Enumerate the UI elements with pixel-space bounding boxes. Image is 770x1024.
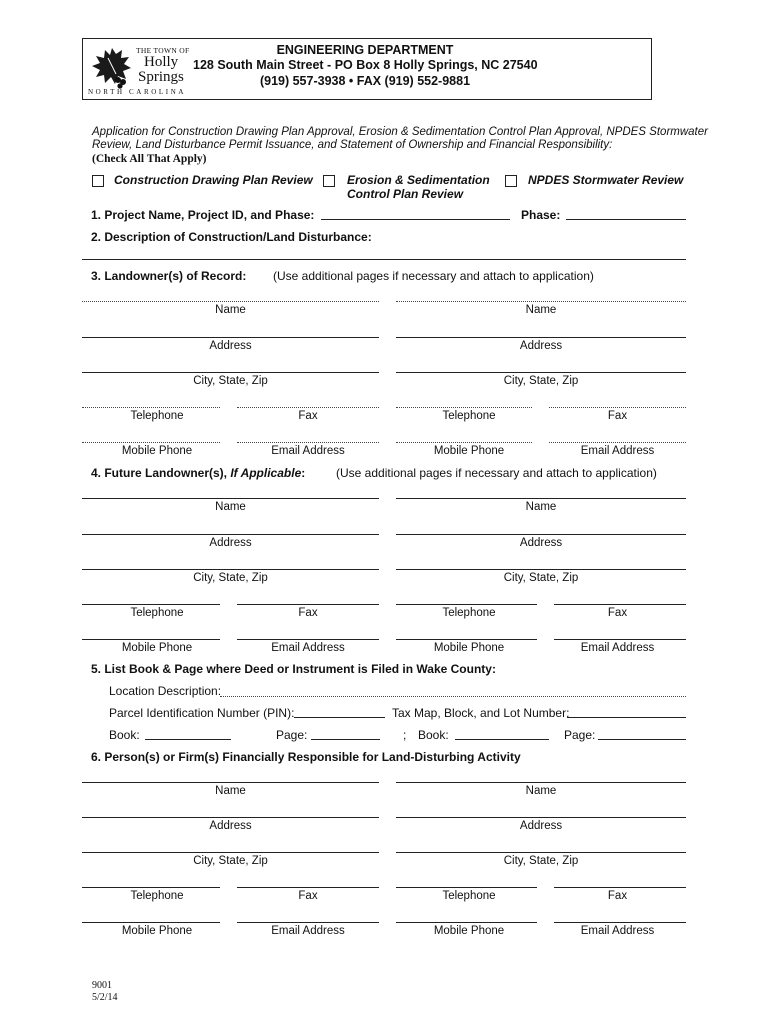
tax-map-label: Tax Map, Block, and Lot Number: <box>392 706 570 720</box>
s6-city-left-line[interactable] <box>82 852 379 853</box>
s4-address-left-line[interactable] <box>82 534 379 535</box>
s3-name-left-label: Name <box>215 304 246 316</box>
s6-name-left-line[interactable] <box>82 782 379 783</box>
section-4-label-italic: If Applicable <box>230 466 302 480</box>
s4-email-left-label: Email Address <box>271 642 345 654</box>
s3-email-right-label: Email Address <box>580 445 655 457</box>
pin-field[interactable] <box>294 704 385 718</box>
pin-label: Parcel Identification Number (PIN): <box>109 706 295 720</box>
s3-name-right-label: Name <box>525 304 557 316</box>
s6-email-left-label: Email Address <box>271 925 345 937</box>
s4-mobile-left-line[interactable] <box>82 639 220 640</box>
s4-fax-right-line[interactable] <box>554 604 686 605</box>
s3-mobile-right-label: Mobile Phone <box>433 445 505 457</box>
description-field[interactable] <box>82 246 686 260</box>
s3-city-right-label: City, State, Zip <box>503 375 579 387</box>
logo-state: NORTH CAROLINA <box>88 88 187 96</box>
page-label-1: Page: <box>276 728 308 742</box>
s3-address-left-label: Address <box>209 340 252 352</box>
s6-telephone-right-line[interactable] <box>396 887 537 888</box>
s3-mobile-left-label: Mobile Phone <box>121 445 193 457</box>
s6-address-left-line[interactable] <box>82 817 379 818</box>
s3-name-left-line[interactable] <box>82 301 379 302</box>
section-5-label: 5. List Book & Page where Deed or Instrument is Filed in Wake County: <box>91 662 496 676</box>
tax-map-field[interactable] <box>567 704 686 718</box>
s4-telephone-left-line[interactable] <box>82 604 220 605</box>
construction-drawing-checkbox[interactable] <box>92 175 104 187</box>
holly-springs-logo <box>88 42 192 98</box>
s6-name-right-label: Name <box>525 785 557 797</box>
book-field-1[interactable] <box>145 726 231 740</box>
s3-fax-right-label: Fax <box>607 410 628 422</box>
s3-email-left-label: Email Address <box>271 445 345 457</box>
s6-mobile-right-line[interactable] <box>396 922 537 923</box>
s3-telephone-left-line[interactable] <box>82 407 220 408</box>
s6-address-right-label: Address <box>519 820 563 832</box>
section-3-label: 3. Landowner(s) of Record: <box>91 269 247 283</box>
department-phone-fax: (919) 557-3938 • FAX (919) 552-9881 <box>259 74 471 88</box>
section-4-label <box>91 466 305 480</box>
department-address: 128 South Main Street - PO Box 8 Holly Springs, NC 27540 <box>193 58 538 72</box>
s4-address-left-label: Address <box>209 537 252 549</box>
s6-mobile-left-label: Mobile Phone <box>121 925 193 937</box>
book-label-2: Book: <box>418 728 449 742</box>
s6-fax-left-label: Fax <box>298 890 318 902</box>
s4-email-right-label: Email Address <box>580 642 655 654</box>
s4-name-left-label: Name <box>215 501 246 513</box>
s6-email-right-line[interactable] <box>554 922 686 923</box>
s6-fax-right-label: Fax <box>607 890 628 902</box>
s4-city-right-line[interactable] <box>396 569 686 570</box>
s3-fax-right-line[interactable] <box>549 407 686 408</box>
s4-city-right-label: City, State, Zip <box>503 572 579 584</box>
s4-fax-right-label: Fax <box>607 607 628 619</box>
erosion-label-line1: Erosion & Sedimentation <box>347 173 490 187</box>
logo-town-of: THE TOWN OF <box>136 46 190 55</box>
s4-fax-left-label: Fax <box>298 607 318 619</box>
form-number: 9001 <box>92 980 112 991</box>
section-6-label: 6. Person(s) or Firm(s) Financially Responsible for Land-Disturbing Activity <box>91 750 521 764</box>
s4-telephone-right-line[interactable] <box>396 604 537 605</box>
form-date: 5/2/14 <box>92 992 118 1003</box>
s4-name-right-line[interactable] <box>396 498 686 499</box>
s3-mobile-left-line[interactable] <box>82 442 220 443</box>
holly-leaf-icon <box>88 44 136 90</box>
s3-mobile-right-line[interactable] <box>396 442 532 443</box>
s4-mobile-left-label: Mobile Phone <box>121 642 193 654</box>
s3-city-left-line[interactable] <box>82 372 379 373</box>
s6-address-right-line[interactable] <box>396 817 686 818</box>
s3-fax-left-line[interactable] <box>237 407 379 408</box>
phase-label: Phase: <box>521 208 561 222</box>
section-4-label-colon: : <box>301 466 306 480</box>
s6-city-left-label: City, State, Zip <box>193 855 268 867</box>
s6-address-left-label: Address <box>209 820 252 832</box>
s6-telephone-left-line[interactable] <box>82 887 220 888</box>
logo-holly: Holly <box>144 54 179 70</box>
s3-name-right-line[interactable] <box>396 301 686 302</box>
s3-fax-left-label: Fax <box>298 410 318 422</box>
erosion-sedimentation-checkbox[interactable] <box>323 175 335 187</box>
s3-city-right-line[interactable] <box>396 372 686 373</box>
s3-telephone-right-label: Telephone <box>442 410 496 422</box>
s3-email-right-line[interactable] <box>549 442 686 443</box>
book-label-1: Book: <box>109 728 140 742</box>
logo-springs: Springs <box>138 69 184 85</box>
s4-name-left-line[interactable] <box>82 498 379 499</box>
department-title: ENGINEERING DEPARTMENT <box>276 43 454 57</box>
section-4-label-main: 4. Future Landowner(s), <box>91 466 231 480</box>
phase-field[interactable] <box>566 206 686 220</box>
s6-fax-left-line[interactable] <box>237 887 379 888</box>
s4-mobile-right-label: Mobile Phone <box>433 642 505 654</box>
npdes-label: NPDES Stormwater Review <box>528 173 684 187</box>
s3-city-left-label: City, State, Zip <box>193 375 268 387</box>
s6-name-right-line[interactable] <box>396 782 686 783</box>
s4-email-right-line[interactable] <box>554 639 686 640</box>
s4-city-left-line[interactable] <box>82 569 379 570</box>
s3-address-right-line[interactable] <box>396 337 686 338</box>
s4-telephone-right-label: Telephone <box>442 607 496 619</box>
s4-city-left-label: City, State, Zip <box>193 572 268 584</box>
intro-line-2: Review, Land Disturbance Permit Issuance, and Statement of Ownership and Financial Responsibility: <box>92 139 613 151</box>
s3-address-right-label: Address <box>519 340 563 352</box>
s6-telephone-left-label: Telephone <box>130 890 184 902</box>
s6-email-right-label: Email Address <box>580 925 655 937</box>
s4-mobile-right-line[interactable] <box>396 639 537 640</box>
location-description-field[interactable] <box>220 696 686 697</box>
s6-fax-right-line[interactable] <box>554 887 686 888</box>
s3-email-left-line[interactable] <box>237 442 379 443</box>
s6-name-left-label: Name <box>215 785 246 797</box>
erosion-label-line2: Control Plan Review <box>347 187 464 201</box>
check-all-note: (Check All That Apply) <box>92 153 207 165</box>
project-name-field[interactable] <box>321 206 510 220</box>
section-3-note: (Use additional pages if necessary and attach to application) <box>273 269 594 283</box>
s4-email-left-line[interactable] <box>237 639 379 640</box>
intro-line-1: Application for Construction Drawing Plan Approval, Erosion & Sedimentation Control Plan Approval, NPDES Stormwater <box>92 126 708 138</box>
page-field-1[interactable] <box>311 726 380 740</box>
location-description-label: Location Description: <box>109 684 222 698</box>
page-field-2[interactable] <box>598 726 686 740</box>
s6-mobile-left-line[interactable] <box>82 922 220 923</box>
npdes-checkbox[interactable] <box>505 175 517 187</box>
book-field-2[interactable] <box>455 726 549 740</box>
s4-name-right-label: Name <box>525 501 557 513</box>
s4-telephone-left-label: Telephone <box>130 607 184 619</box>
s6-city-right-line[interactable] <box>396 852 686 853</box>
s4-address-right-line[interactable] <box>396 534 686 535</box>
section-2-label: 2. Description of Construction/Land Disturbance: <box>91 230 372 244</box>
s6-telephone-right-label: Telephone <box>442 890 496 902</box>
construction-drawing-label: Construction Drawing Plan Review <box>114 173 313 187</box>
s3-telephone-left-label: Telephone <box>130 410 184 422</box>
book-page-separator: ; <box>403 728 407 742</box>
section-1-label: 1. Project Name, Project ID, and Phase: <box>91 208 315 222</box>
page-label-2: Page: <box>564 728 596 742</box>
s6-city-right-label: City, State, Zip <box>503 855 579 867</box>
s6-mobile-right-label: Mobile Phone <box>433 925 505 937</box>
s6-email-left-line[interactable] <box>237 922 379 923</box>
s3-address-left-line[interactable] <box>82 337 379 338</box>
section-4-note: (Use additional pages if necessary and attach to application) <box>336 466 657 480</box>
s4-fax-left-line[interactable] <box>237 604 379 605</box>
s3-telephone-right-line[interactable] <box>396 407 532 408</box>
s4-address-right-label: Address <box>519 537 563 549</box>
